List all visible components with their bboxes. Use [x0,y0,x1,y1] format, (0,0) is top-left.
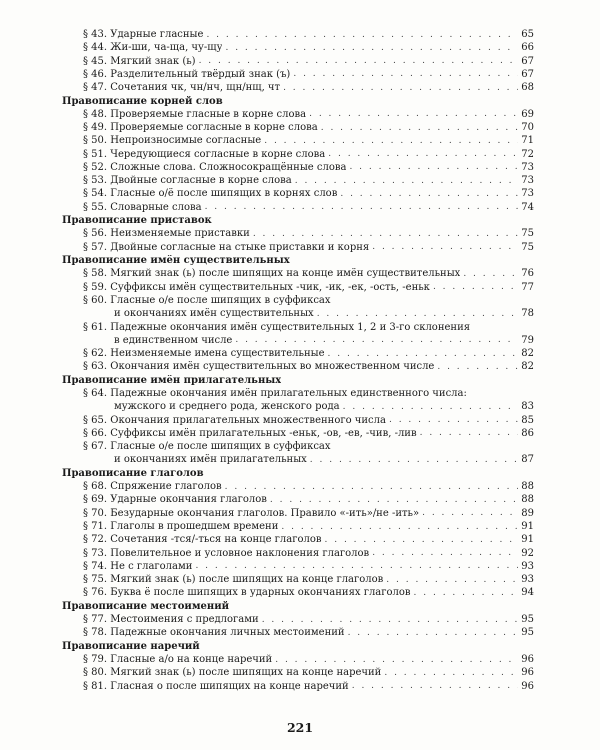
table-of-contents [62,29,534,694]
toc-page-number: 85 [521,414,534,426]
dot-leader [205,202,518,213]
dot-leader [283,83,518,94]
toc-page-number: 95 [521,614,534,626]
toc-entry-label: § 53. Двойные согласные в корне слова [83,175,292,187]
toc-entry-label: § 74. Не с глаголами [83,560,193,572]
toc-page-number: 75 [521,241,534,253]
toc-entry-label: § 62. Неизменяемые имена существительные [83,348,325,360]
dot-leader [389,415,518,426]
dot-leader [348,628,518,639]
dot-leader [422,508,518,519]
toc-entry-label: § 65. Окончания прилагательных множественного числа [83,414,386,426]
toc-entry-continuation [62,401,534,413]
toc-page-number: 91 [521,534,534,546]
toc-entry-label: § 48. Проверяемые гласные в корне слова [83,108,307,120]
toc-entry [62,69,534,81]
dot-leader [317,309,518,320]
toc-page-number: 92 [521,547,534,559]
toc-page-number: 71 [521,135,534,147]
section-heading-label: Правописание глаголов [62,467,204,479]
toc-entry [62,534,534,546]
toc-page-number: 96 [521,667,534,679]
section-heading-label: Правописание местоимений [62,600,230,612]
toc-entry [62,282,534,294]
dot-leader [340,189,518,200]
toc-section-heading [62,468,534,480]
toc-page-number: 74 [521,201,534,213]
toc-entry-label: мужского и среднего рода, женского рода [114,401,340,413]
dot-leader [328,349,518,360]
section-heading-label: Правописание наречий [62,640,200,652]
toc-entry [62,188,534,200]
toc-entry-label: § 81. Гласная о после шипящих на конце наречий [83,680,349,692]
toc-page-number: 83 [521,401,534,413]
toc-page-number: 78 [521,308,534,320]
toc-entry-label: § 51. Чередующиеся согласные в корне слова [83,148,326,160]
toc-page-number: 88 [521,494,534,506]
toc-entry [62,149,534,161]
toc-entry-label: § 46. Разделительный твёрдый знак (ъ) [83,68,291,80]
toc-entry [62,361,534,373]
toc-entry-label: § 52. Сложные слова. Сложносокращённые слова [83,161,347,173]
dot-leader [310,455,518,466]
section-heading-label: Правописание корней слов [62,95,223,107]
toc-entry-label: § 71. Глаголы в прошедшем времени [83,521,279,532]
dot-leader [414,588,518,599]
dot-leader [420,428,518,439]
toc-page-number: 89 [521,507,534,519]
toc-entry [62,388,534,400]
toc-entry-label: § 56. Неизменяемые приставки [83,228,250,240]
toc-entry-label: § 45. Мягкий знак (ь) [83,55,196,67]
dot-leader [199,56,518,67]
toc-section-heading [62,255,534,267]
dot-leader [195,561,518,572]
toc-entry [62,242,534,254]
toc-page-number: 96 [521,654,534,666]
dot-leader [253,229,518,240]
toc-entry-label: § 55. Словарные слова [83,201,202,213]
toc-entry [62,295,534,307]
toc-page-number: 93 [521,560,534,572]
toc-page-number: 68 [521,82,534,94]
dot-leader [275,655,518,666]
section-heading-label: Правописание имён прилагательных [62,374,282,386]
toc-entry [62,681,534,693]
toc-entry [62,441,534,453]
toc-page-number: 76 [521,268,534,280]
toc-entry [62,42,534,54]
toc-entry-continuation [62,308,534,320]
toc-entry [62,56,534,68]
toc-entry-label: § 66. Суффиксы имён прилагательных -еньк, -ов, -ев, -чив, -лив [83,427,417,439]
toc-entry-label: и окончаниях имён существительных [114,308,314,320]
toc-entry-label: § 43. Ударные гласные [83,29,204,40]
toc-entry [62,654,534,666]
dot-leader [270,495,518,506]
toc-entry-label: § 57. Двойные согласные на стыке приставки и корня [83,241,370,253]
toc-page-number: 87 [521,454,534,466]
dot-leader [352,681,518,692]
toc-page-number: 67 [521,55,534,67]
toc-entry [62,627,534,639]
toc-section-heading [62,601,534,613]
toc-entry-label: § 68. Спряжение глаголов [83,481,222,493]
toc-entry [62,428,534,440]
dot-leader [281,522,518,533]
toc-entry-label: § 77. Местоимения с предлогами [83,614,259,626]
dot-leader [372,548,518,559]
dot-leader [325,535,519,546]
toc-entry [62,587,534,599]
dot-leader [372,242,518,253]
toc-page-number: 73 [521,161,534,173]
toc-entry-label: § 69. Ударные окончания глаголов [83,494,267,506]
dot-leader [309,109,518,120]
toc-entry-label: § 79. Гласные а/о на конце наречий [83,654,273,666]
toc-page-number: 88 [521,481,534,493]
toc-entry [62,521,534,533]
section-heading-label: Правописание приставок [62,215,212,227]
dot-leader [463,269,518,280]
toc-entry-label: § 67. Гласные о/е после шипящих в суффиксах [83,441,331,453]
toc-page-number: 94 [521,587,534,599]
toc-entry [62,481,534,493]
toc-entry [62,135,534,147]
toc-page-number: 91 [521,521,534,532]
toc-page-number: 75 [521,228,534,240]
toc-entry [62,202,534,214]
toc-entry-continuation [62,335,534,347]
toc-entry [62,415,534,427]
toc-entry-label: § 72. Сочетания -тся/-ться на конце глаголов [83,534,322,546]
toc-entry [62,175,534,187]
toc-page-number: 86 [521,427,534,439]
toc-page-number: 70 [521,122,534,134]
toc-entry-label: § 76. Буква ё после шипящих в ударных окончаниях глаголов [83,587,411,599]
dot-leader [295,176,518,187]
toc-page-number: 93 [521,574,534,586]
toc-section-heading [62,215,534,227]
dot-leader [343,402,518,413]
page-number: 221 [286,720,314,735]
dot-leader [225,482,518,493]
toc-entry-label: § 44. Жи-ши, ча-ща, чу-щу [83,42,223,54]
dot-leader [433,282,518,293]
toc-page-number: 95 [521,627,534,639]
toc-entry [62,122,534,134]
dot-leader [225,43,518,54]
toc-entry-label: и окончаниях имён прилагательных [114,454,307,466]
toc-entry-label: § 70. Безударные окончания глаголов. Правило «-ить»/не -ить» [83,507,420,519]
toc-entry-label: § 61. Падежные окончания имён существительных 1, 2 и 3-го склонения [83,321,471,333]
dot-leader [235,335,518,346]
toc-entry-label: § 73. Повелительное и условное наклонения глаголов [83,547,370,559]
toc-page-number: 72 [521,148,534,160]
section-heading-label: Правописание имён существительных [62,255,290,267]
dot-leader [384,668,518,679]
toc-entry [62,614,534,626]
dot-leader [386,575,518,586]
toc-entry-label: § 60. Гласные о/е после шипящих в суффиксах [83,295,331,307]
toc-page-number: 82 [521,348,534,360]
toc-entry-label: § 59. Суффиксы имён существительных -чик, -ик, -ек, -ость, -еньк [83,281,430,293]
toc-page-number: 66 [521,42,534,54]
toc-entry-label: § 63. Окончания имён существительных во множественном числе [83,361,435,373]
toc-entry [62,322,534,334]
toc-section-heading [62,641,534,653]
toc-page-number: 69 [521,108,534,120]
toc-entry-label: § 75. Мягкий знак (ь) после шипящих на конце глаголов [83,574,384,586]
toc-entry-label: § 49. Проверяемые согласные в корне слова [83,122,318,134]
toc-entry-label: § 80. Мягкий знак (ь) после шипящих на конце наречий [83,667,382,679]
toc-entry-label: § 78. Падежные окончания личных местоимений [83,627,345,639]
toc-entry-label: в единственном числе [114,334,233,346]
dot-leader [206,30,518,41]
toc-entry [62,494,534,506]
toc-entry [62,228,534,240]
toc-page-number: 77 [521,281,534,293]
toc-section-heading [62,96,534,108]
toc-entry [62,348,534,360]
toc-entry-label: § 47. Сочетания чк, чн/нч, щн/нщ, чт [83,82,281,94]
toc-entry [62,109,534,121]
toc-entry [62,29,534,41]
dot-leader [293,69,518,80]
toc-entry [62,561,534,573]
toc-entry [62,82,534,94]
toc-entry-label: § 64. Падежные окончания имён прилагательных единственного числа: [83,388,467,400]
dot-leader [328,149,518,160]
dot-leader [264,136,518,147]
toc-entry-label: § 58. Мягкий знак (ь) после шипящих на конце имён существительных [83,268,461,280]
dot-leader [437,362,518,373]
toc-page-number: 79 [521,334,534,346]
toc-page-number: 67 [521,68,534,80]
toc-entry-continuation [62,454,534,466]
toc-section-heading [62,375,534,387]
toc-entry [62,268,534,280]
dot-leader [349,162,518,173]
toc-entry [62,667,534,679]
dot-leader [321,123,518,134]
toc-entry [62,574,534,586]
toc-page-number: 73 [521,188,534,200]
toc-page-number: 96 [521,680,534,692]
toc-entry-label: § 50. Непроизносимые согласные [83,135,262,147]
dot-leader [262,615,518,626]
toc-page-number: 82 [521,361,534,373]
toc-page-number: 65 [521,29,534,40]
toc-entry [62,508,534,520]
toc-entry [62,548,534,560]
toc-entry-label: § 54. Гласные о/ё после шипящих в корнях слов [83,188,338,200]
toc-entry [62,162,534,174]
toc-page-number: 73 [521,175,534,187]
